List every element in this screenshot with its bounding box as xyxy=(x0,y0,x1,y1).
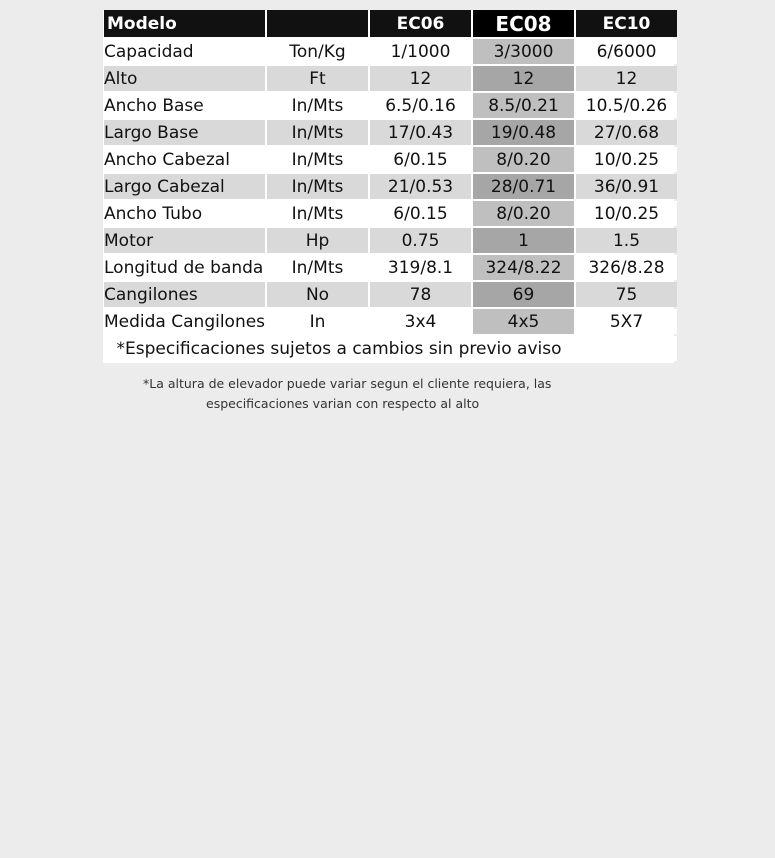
row-label: Ancho Base xyxy=(104,93,265,118)
cell-ec08: 3/3000 xyxy=(473,39,574,64)
cell-ec08: 8/0.20 xyxy=(473,201,574,226)
header-row xyxy=(104,10,677,37)
table-row xyxy=(104,93,677,118)
cell-ec08: 69 xyxy=(473,282,574,307)
cell-ec08: 8.5/0.21 xyxy=(473,93,574,118)
cell-ec08: 4x5 xyxy=(473,309,574,334)
spec-table xyxy=(102,8,679,363)
footnote xyxy=(103,374,674,414)
row-unit: No xyxy=(267,282,368,307)
cell-ec06: 3x4 xyxy=(370,309,471,334)
cell-ec06: 17/0.43 xyxy=(370,120,471,145)
cell-ec06: 6/0.15 xyxy=(370,147,471,172)
table-row xyxy=(104,66,677,91)
row-unit: In/Mts xyxy=(267,93,368,118)
header-model-ec06: EC06 xyxy=(370,10,471,37)
cell-ec06: 78 xyxy=(370,282,471,307)
cell-ec08: 1 xyxy=(473,228,574,253)
cell-ec06: 12 xyxy=(370,66,471,91)
row-label: Ancho Tubo xyxy=(104,201,265,226)
cell-ec10: 1.5 xyxy=(576,228,677,253)
row-label: Motor xyxy=(104,228,265,253)
row-unit: In xyxy=(267,309,368,334)
table-note-blank xyxy=(576,336,677,361)
cell-ec10: 5X7 xyxy=(576,309,677,334)
cell-ec10: 75 xyxy=(576,282,677,307)
cell-ec06: 6/0.15 xyxy=(370,201,471,226)
table-row xyxy=(104,282,677,307)
cell-ec10: 12 xyxy=(576,66,677,91)
row-label: Longitud de banda xyxy=(104,255,265,280)
table-row xyxy=(104,255,677,280)
table-row xyxy=(104,174,677,199)
cell-ec08: 12 xyxy=(473,66,574,91)
cell-ec10: 10/0.25 xyxy=(576,201,677,226)
table-row xyxy=(104,147,677,172)
row-unit: In/Mts xyxy=(267,255,368,280)
cell-ec08: 324/8.22 xyxy=(473,255,574,280)
header-model-ec08: EC08 xyxy=(473,10,574,37)
table-row xyxy=(104,309,677,334)
table-row xyxy=(104,228,677,253)
row-label: Alto xyxy=(104,66,265,91)
row-unit: In/Mts xyxy=(267,120,368,145)
row-label: Capacidad xyxy=(104,39,265,64)
row-unit: In/Mts xyxy=(267,174,368,199)
cell-ec10: 326/8.28 xyxy=(576,255,677,280)
table-row xyxy=(104,39,677,64)
row-unit: Ton/Kg xyxy=(267,39,368,64)
row-unit: Ft xyxy=(267,66,368,91)
cell-ec06: 6.5/0.16 xyxy=(370,93,471,118)
footnote-line-2: especificaciones varian con respecto al alto xyxy=(206,396,480,411)
row-unit: In/Mts xyxy=(267,147,368,172)
header-model-ec10: EC10 xyxy=(576,10,677,37)
cell-ec10: 10.5/0.26 xyxy=(576,93,677,118)
spec-table-container xyxy=(103,10,674,363)
cell-ec10: 36/0.91 xyxy=(576,174,677,199)
table-note: *Especificaciones sujetos a cambios sin previo aviso xyxy=(104,336,574,361)
row-label: Ancho Cabezal xyxy=(104,147,265,172)
footnote-line-1: *La altura de elevador puede variar segun el cliente requiera, las xyxy=(143,376,552,391)
cell-ec08: 28/0.71 xyxy=(473,174,574,199)
header-model-label: Modelo xyxy=(104,10,265,37)
table-row xyxy=(104,120,677,145)
cell-ec10: 27/0.68 xyxy=(576,120,677,145)
cell-ec10: 6/6000 xyxy=(576,39,677,64)
cell-ec06: 319/8.1 xyxy=(370,255,471,280)
row-label: Medida Cangilones xyxy=(104,309,265,334)
table-row xyxy=(104,201,677,226)
row-unit: In/Mts xyxy=(267,201,368,226)
row-label: Largo Base xyxy=(104,120,265,145)
cell-ec06: 0.75 xyxy=(370,228,471,253)
row-unit: Hp xyxy=(267,228,368,253)
cell-ec08: 19/0.48 xyxy=(473,120,574,145)
table-note-row xyxy=(104,336,677,361)
header-unit xyxy=(267,10,368,37)
row-label: Cangilones xyxy=(104,282,265,307)
cell-ec10: 10/0.25 xyxy=(576,147,677,172)
cell-ec06: 1/1000 xyxy=(370,39,471,64)
cell-ec08: 8/0.20 xyxy=(473,147,574,172)
row-label: Largo Cabezal xyxy=(104,174,265,199)
cell-ec06: 21/0.53 xyxy=(370,174,471,199)
